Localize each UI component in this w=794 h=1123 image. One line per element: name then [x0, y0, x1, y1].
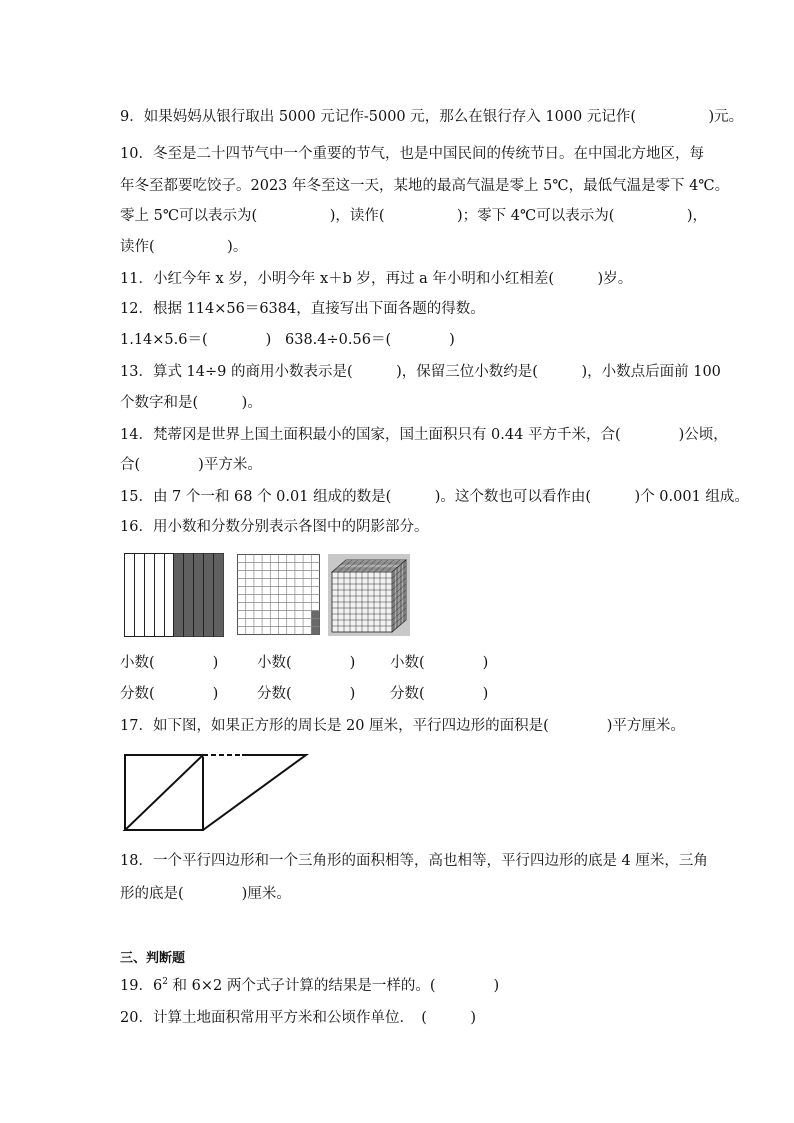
question-12-line-1: 12．根据 114×56＝6384，直接写出下面各题的得数。	[120, 301, 485, 317]
question-19-rest: 和 6×2 两个式子计算的结果是一样的。( )	[167, 978, 500, 994]
question-20: 20．计算土地面积常用平方米和公顷作单位． ( )	[120, 1010, 477, 1026]
figure-3-fraction-label: 分数( )	[390, 686, 489, 702]
question-14-line-2: 合( )平方米。	[120, 457, 262, 473]
question-19-prefix: 19．6	[120, 978, 163, 994]
parallelogram	[125, 755, 306, 830]
question-10-line-3: 零上 5℃可以表示为( )，读作( )；零下 4℃可以表示为( )，	[120, 208, 708, 224]
question-16-line-1: 16．用小数和分数分别表示各图中的阴影部分。	[120, 519, 429, 535]
cube-figure	[328, 554, 410, 636]
question-9: 9．如果妈妈从银行取出 5000 元记作-5000 元，那么在银行存入 1000 元记作( )元。	[120, 109, 744, 125]
grid-figure	[237, 554, 321, 636]
question-12-a: 1.14×5.6＝( )	[120, 332, 272, 348]
figure-3-decimal-label: 小数( )	[390, 655, 489, 671]
strip-figure-shade	[174, 554, 224, 637]
question-18-line-2: 形的底是( )厘米。	[120, 886, 291, 902]
question-15: 15．由 7 个一和 68 个 0.01 组成的数是( )。这个数也可以看作由( )个 0.001 组成。	[120, 489, 749, 505]
question-13-line-1: 13．算式 14÷9 的商用小数表示是( )，保留三位小数约是( )，小数点后面前 100	[120, 364, 721, 380]
question-10-line-2: 年冬至都要吃饺子。2023 年冬至这一天，某地的最高气温是零上 5℃，最低气温是零下 4℃。	[120, 178, 730, 194]
question-10-line-4: 读作( )。	[120, 239, 248, 255]
question-10-line-1: 10．冬至是二十四节气中一个重要的节气，也是中国民间的传统节日。在中国北方地区，每	[120, 146, 704, 162]
question-19-exponent: 2	[162, 977, 168, 988]
figure-2-fraction-label: 分数( )	[257, 686, 356, 702]
strip-figure	[124, 553, 224, 637]
question-13-line-2: 个数字和是( )。	[120, 395, 262, 411]
figure-2-decimal-label: 小数( )	[257, 655, 356, 671]
question-12-b: 638.4÷0.56＝( )	[285, 332, 455, 348]
question-11: 11．小红今年 x 岁，小明今年 x＋b 岁，再过 a 年小明和小红相差( )岁。	[120, 271, 633, 287]
figure-1-fraction-label: 分数( )	[120, 686, 219, 702]
square-parallelogram-figure	[120, 748, 316, 834]
question-14-line-1: 14．梵蒂冈是世界上国土面积最小的国家，国土面积只有 0.44 平方千米，合( )公顷，	[120, 427, 728, 443]
section-3-heading: 三、判断题	[120, 951, 186, 966]
question-18-line-1: 18．一个平行四边形和一个三角形的面积相等，高也相等，平行四边形的底是 4 厘米，三角	[120, 853, 708, 869]
figure-1-decimal-label: 小数( )	[120, 655, 219, 671]
grid-figure-shade	[311, 611, 319, 635]
question-17: 17．如下图，如果正方形的周长是 20 厘米，平行四边形的面积是( )平方厘米。	[120, 718, 685, 734]
question-19	[120, 976, 499, 996]
